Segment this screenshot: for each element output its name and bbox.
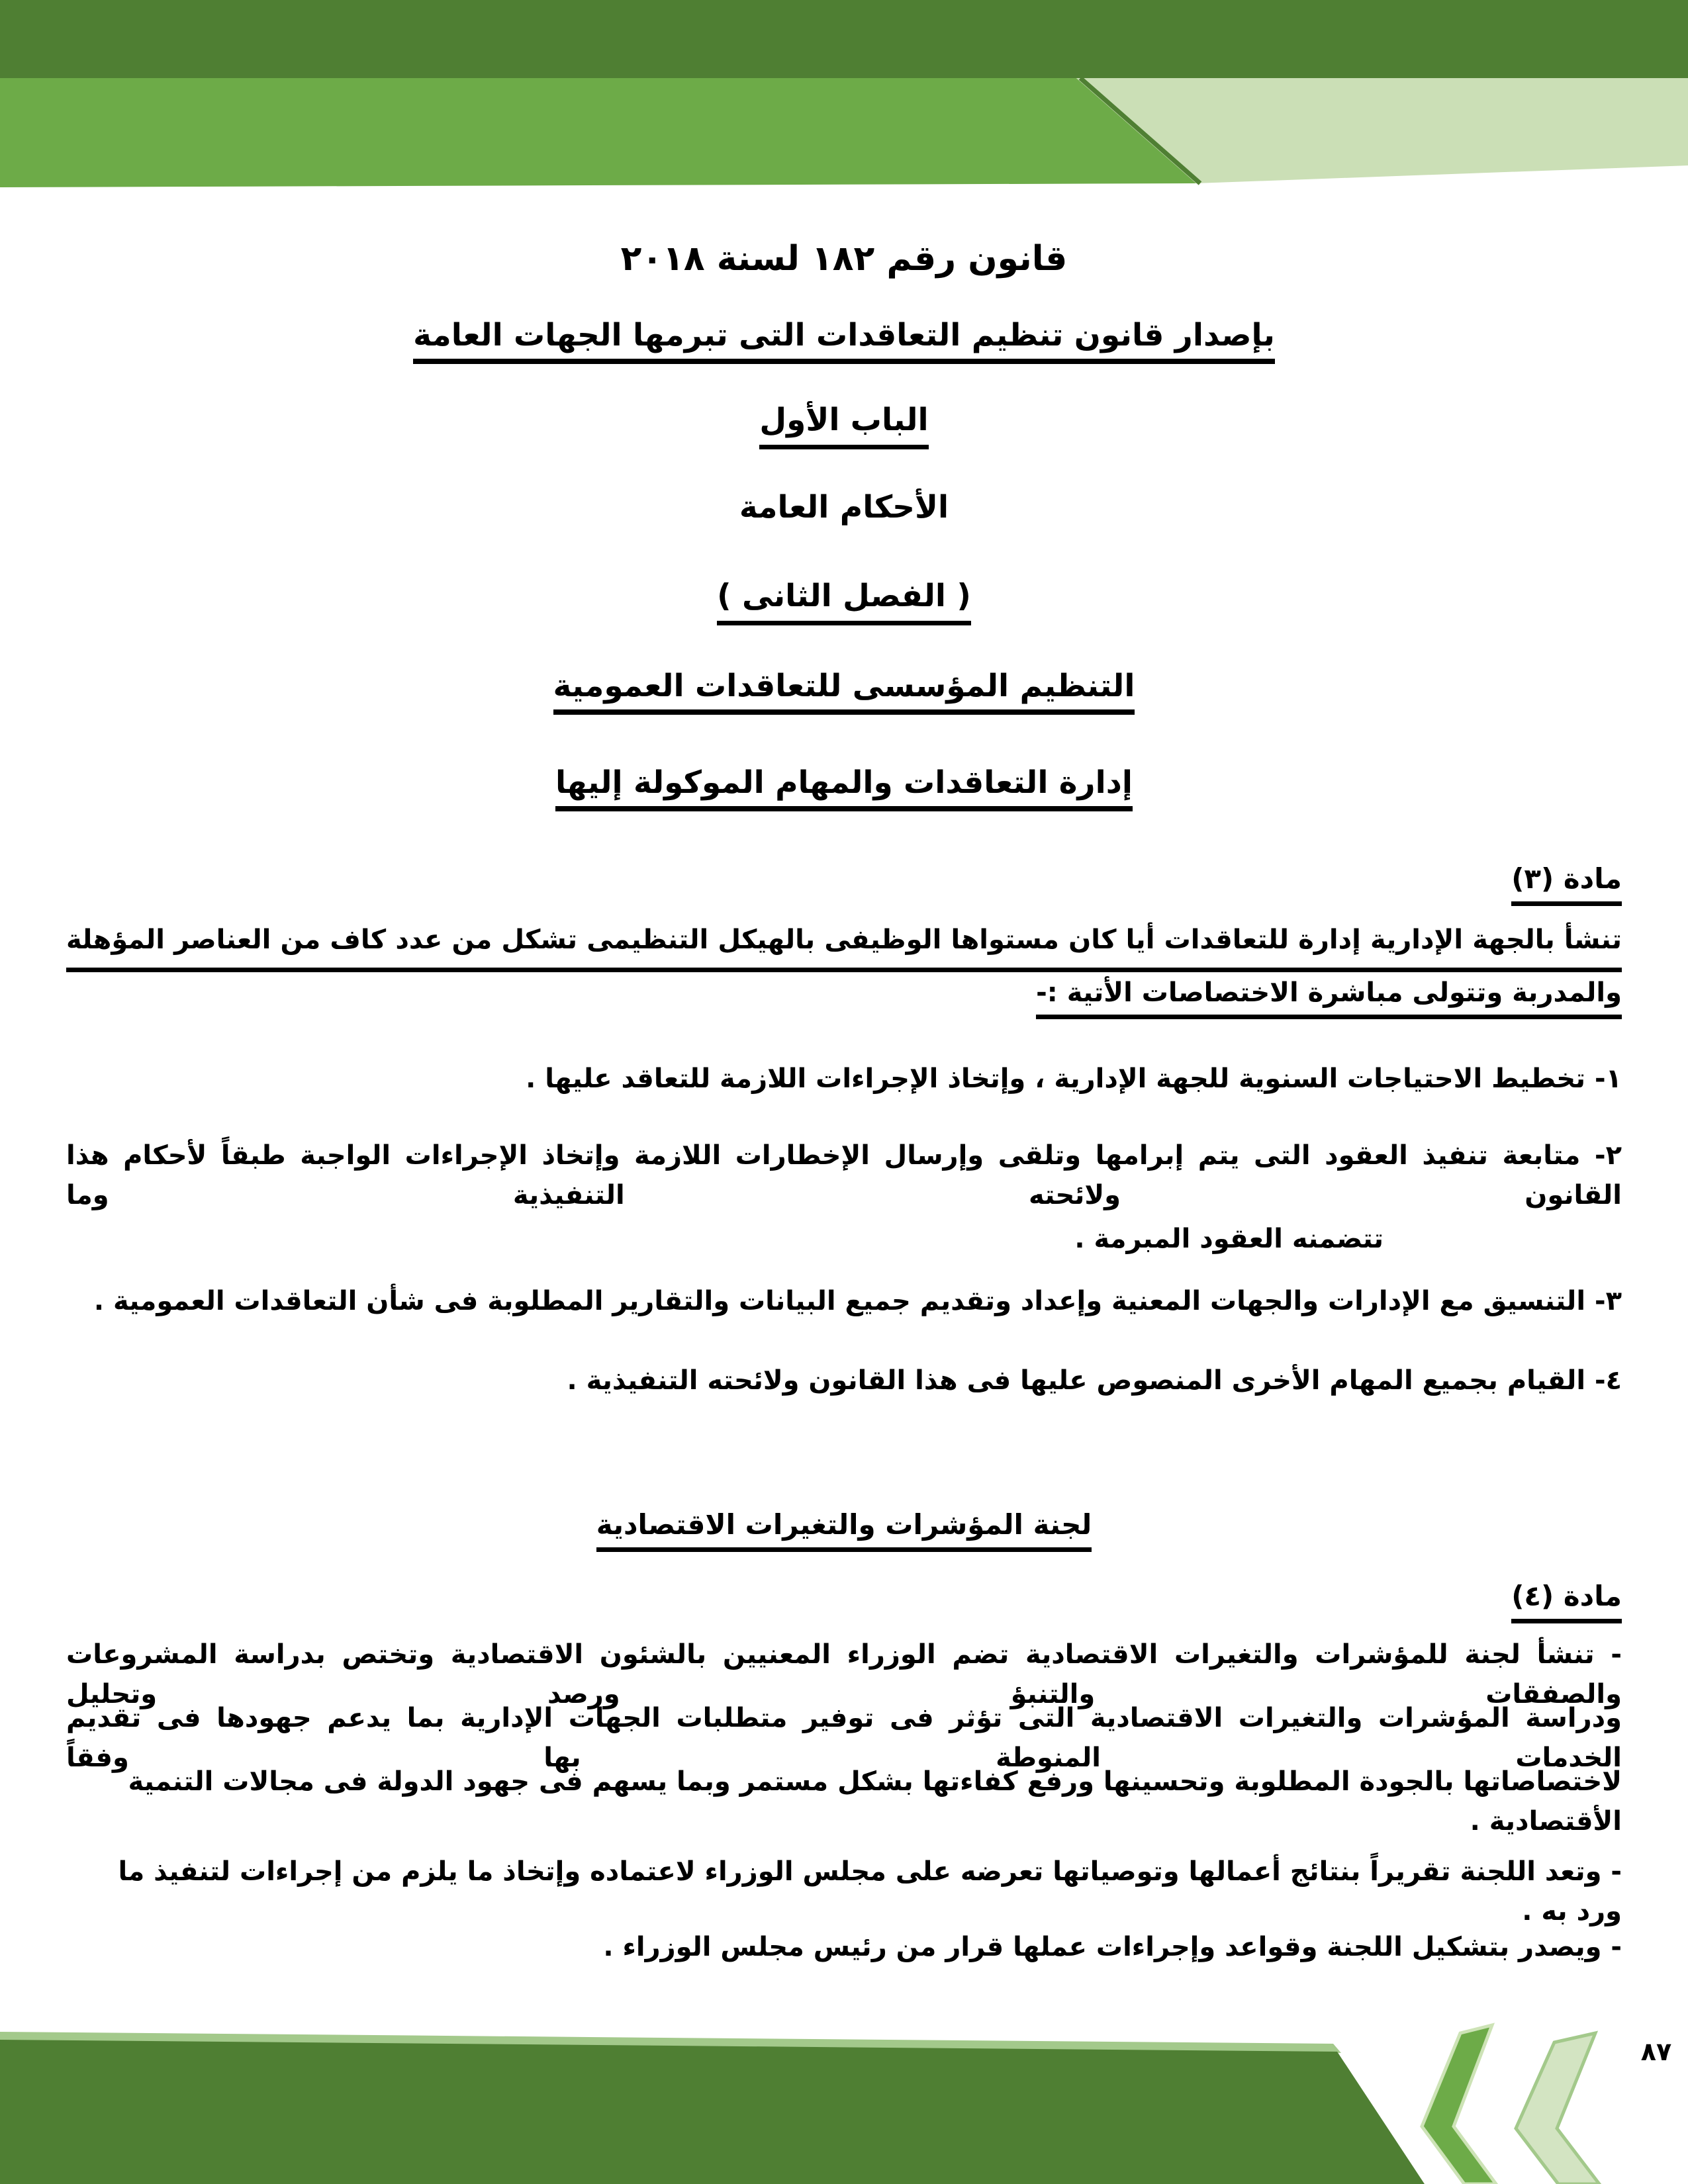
chapter-heading: ( الفصل الثانى ): [717, 578, 971, 625]
general-provisions-heading: الأحكام العامة: [739, 489, 949, 525]
law-subtitle-wrap: [66, 312, 1622, 359]
header-dark-band: [0, 0, 1688, 78]
article4-para3: - ويصدر بتشكيل اللجنة وقواعد وإجراءات عملها قرار من رئيس مجلس الوزراء .: [603, 1932, 1622, 1962]
article3-item-2-line2: تتضمنه العقود المبرمة .: [1074, 1224, 1383, 1254]
law-title: قانون رقم ١٨٢ لسنة ٢٠١٨: [620, 239, 1068, 279]
article3-item-2-line1: ٢- متابعة تنفيذ العقود التى يتم إبرامها وتلقى وإرسال الإخطارات اللازمة وإتخاذ الإجراءات الواجبة طبقاً لأحكام هذا القانون ولائحته التنفيذية وما: [66, 1140, 1622, 1210]
article3-intro-line2-wrap: [66, 973, 1622, 1013]
article4-para1-line3: لاختصاصاتها بالجودة المطلوبة وتحسينها ورفع كفاءتها بشكل مستمر وبما يسهم فى جهود الدولة فى مجالات التنمية الأقتصادية .: [128, 1766, 1622, 1837]
article4-label: مادة (٤): [1511, 1580, 1622, 1623]
org-heading: التنظيم المؤسسى للتعاقدات العمومية: [553, 668, 1135, 715]
article4-para1-line2: ودراسة المؤشرات والتغيرات الاقتصادية التى تؤثر فى توفير متطلبات الجهات الإدارية بما يدعم جهودها فى تقديم الخدمات المنوطة بها وفقاً: [66, 1703, 1622, 1773]
dept-heading-wrap: [66, 760, 1622, 807]
article4-para1-line1: - تنشأ لجنة للمؤشرات والتغيرات الاقتصادية تضم الوزراء المعنيين بالشئون الاقتصادية وتختص بدراسة المشروعات والصفقات والتنبؤ ورصد وتحليل: [66, 1639, 1622, 1709]
article3-item-1: ١- تخطيط الاحتياجات السنوية للجهة الإدارية ، وإتخاذ الإجراءات اللازمة للتعاقد عليها .: [526, 1064, 1622, 1094]
footer-dark-trapezoid: [0, 2040, 1425, 2184]
article3-intro-line2: والمدربة وتتولى مباشرة الاختصاصات الأتية :-: [1036, 978, 1622, 1019]
footer-chevron-light: [1516, 2033, 1599, 2184]
part-heading-wrap: [66, 397, 1622, 444]
footer-chevron-medium: [1422, 2025, 1496, 2184]
article4-para2: - وتعد اللجنة تقريراً بنتائج أعمالها وتوصياتها تعرضه على مجلس الوزراء لاعتماده وإتخاذ ما يلزم من إجراءات لتنفيذ ما ورد به .: [118, 1856, 1622, 1927]
article3-item-3: ٣- التنسيق مع الإدارات والجهات المعنية وإعداد وتقديم جميع البيانات والتقارير المطلوبة فى شأن التعاقدات العمومية .: [93, 1286, 1622, 1316]
dept-heading: إدارة التعاقدات والمهام الموكولة إليها: [555, 764, 1133, 811]
chapter-heading-wrap: [66, 573, 1622, 620]
header-light-band: [1076, 78, 1688, 183]
page-number: ٨٧: [1640, 2037, 1672, 2066]
law-subtitle: بإصدار قانون تنظيم التعاقدات التى تبرمها الجهات العامة: [413, 317, 1275, 364]
footer-highlight-stripe: [0, 2032, 1341, 2053]
committee-heading: لجنة المؤشرات والتغيرات الاقتصادية: [596, 1508, 1092, 1552]
org-heading-wrap: [66, 663, 1622, 710]
committee-heading-wrap: [66, 1504, 1622, 1545]
article3-label: مادة (٣): [1511, 862, 1622, 906]
header-diagonal-edge: [1080, 78, 1200, 183]
article4-label-wrap: [66, 1575, 1622, 1617]
article3-intro-line1: تنشأ بالجهة الإدارية إدارة للتعاقدات أيا كان مستواها الوظيفى بالهيكل التنظيمى تشكل من عدد كاف من العناصر المؤهلة: [66, 920, 1622, 972]
part-heading: الباب الأول: [759, 402, 928, 449]
article3-label-wrap: [66, 858, 1622, 899]
article3-item-4: ٤- القيام بجميع المهام الأخرى المنصوص عليها فى هذا القانون ولائحته التنفيذية .: [567, 1365, 1622, 1396]
header-medium-band: [0, 78, 1196, 187]
